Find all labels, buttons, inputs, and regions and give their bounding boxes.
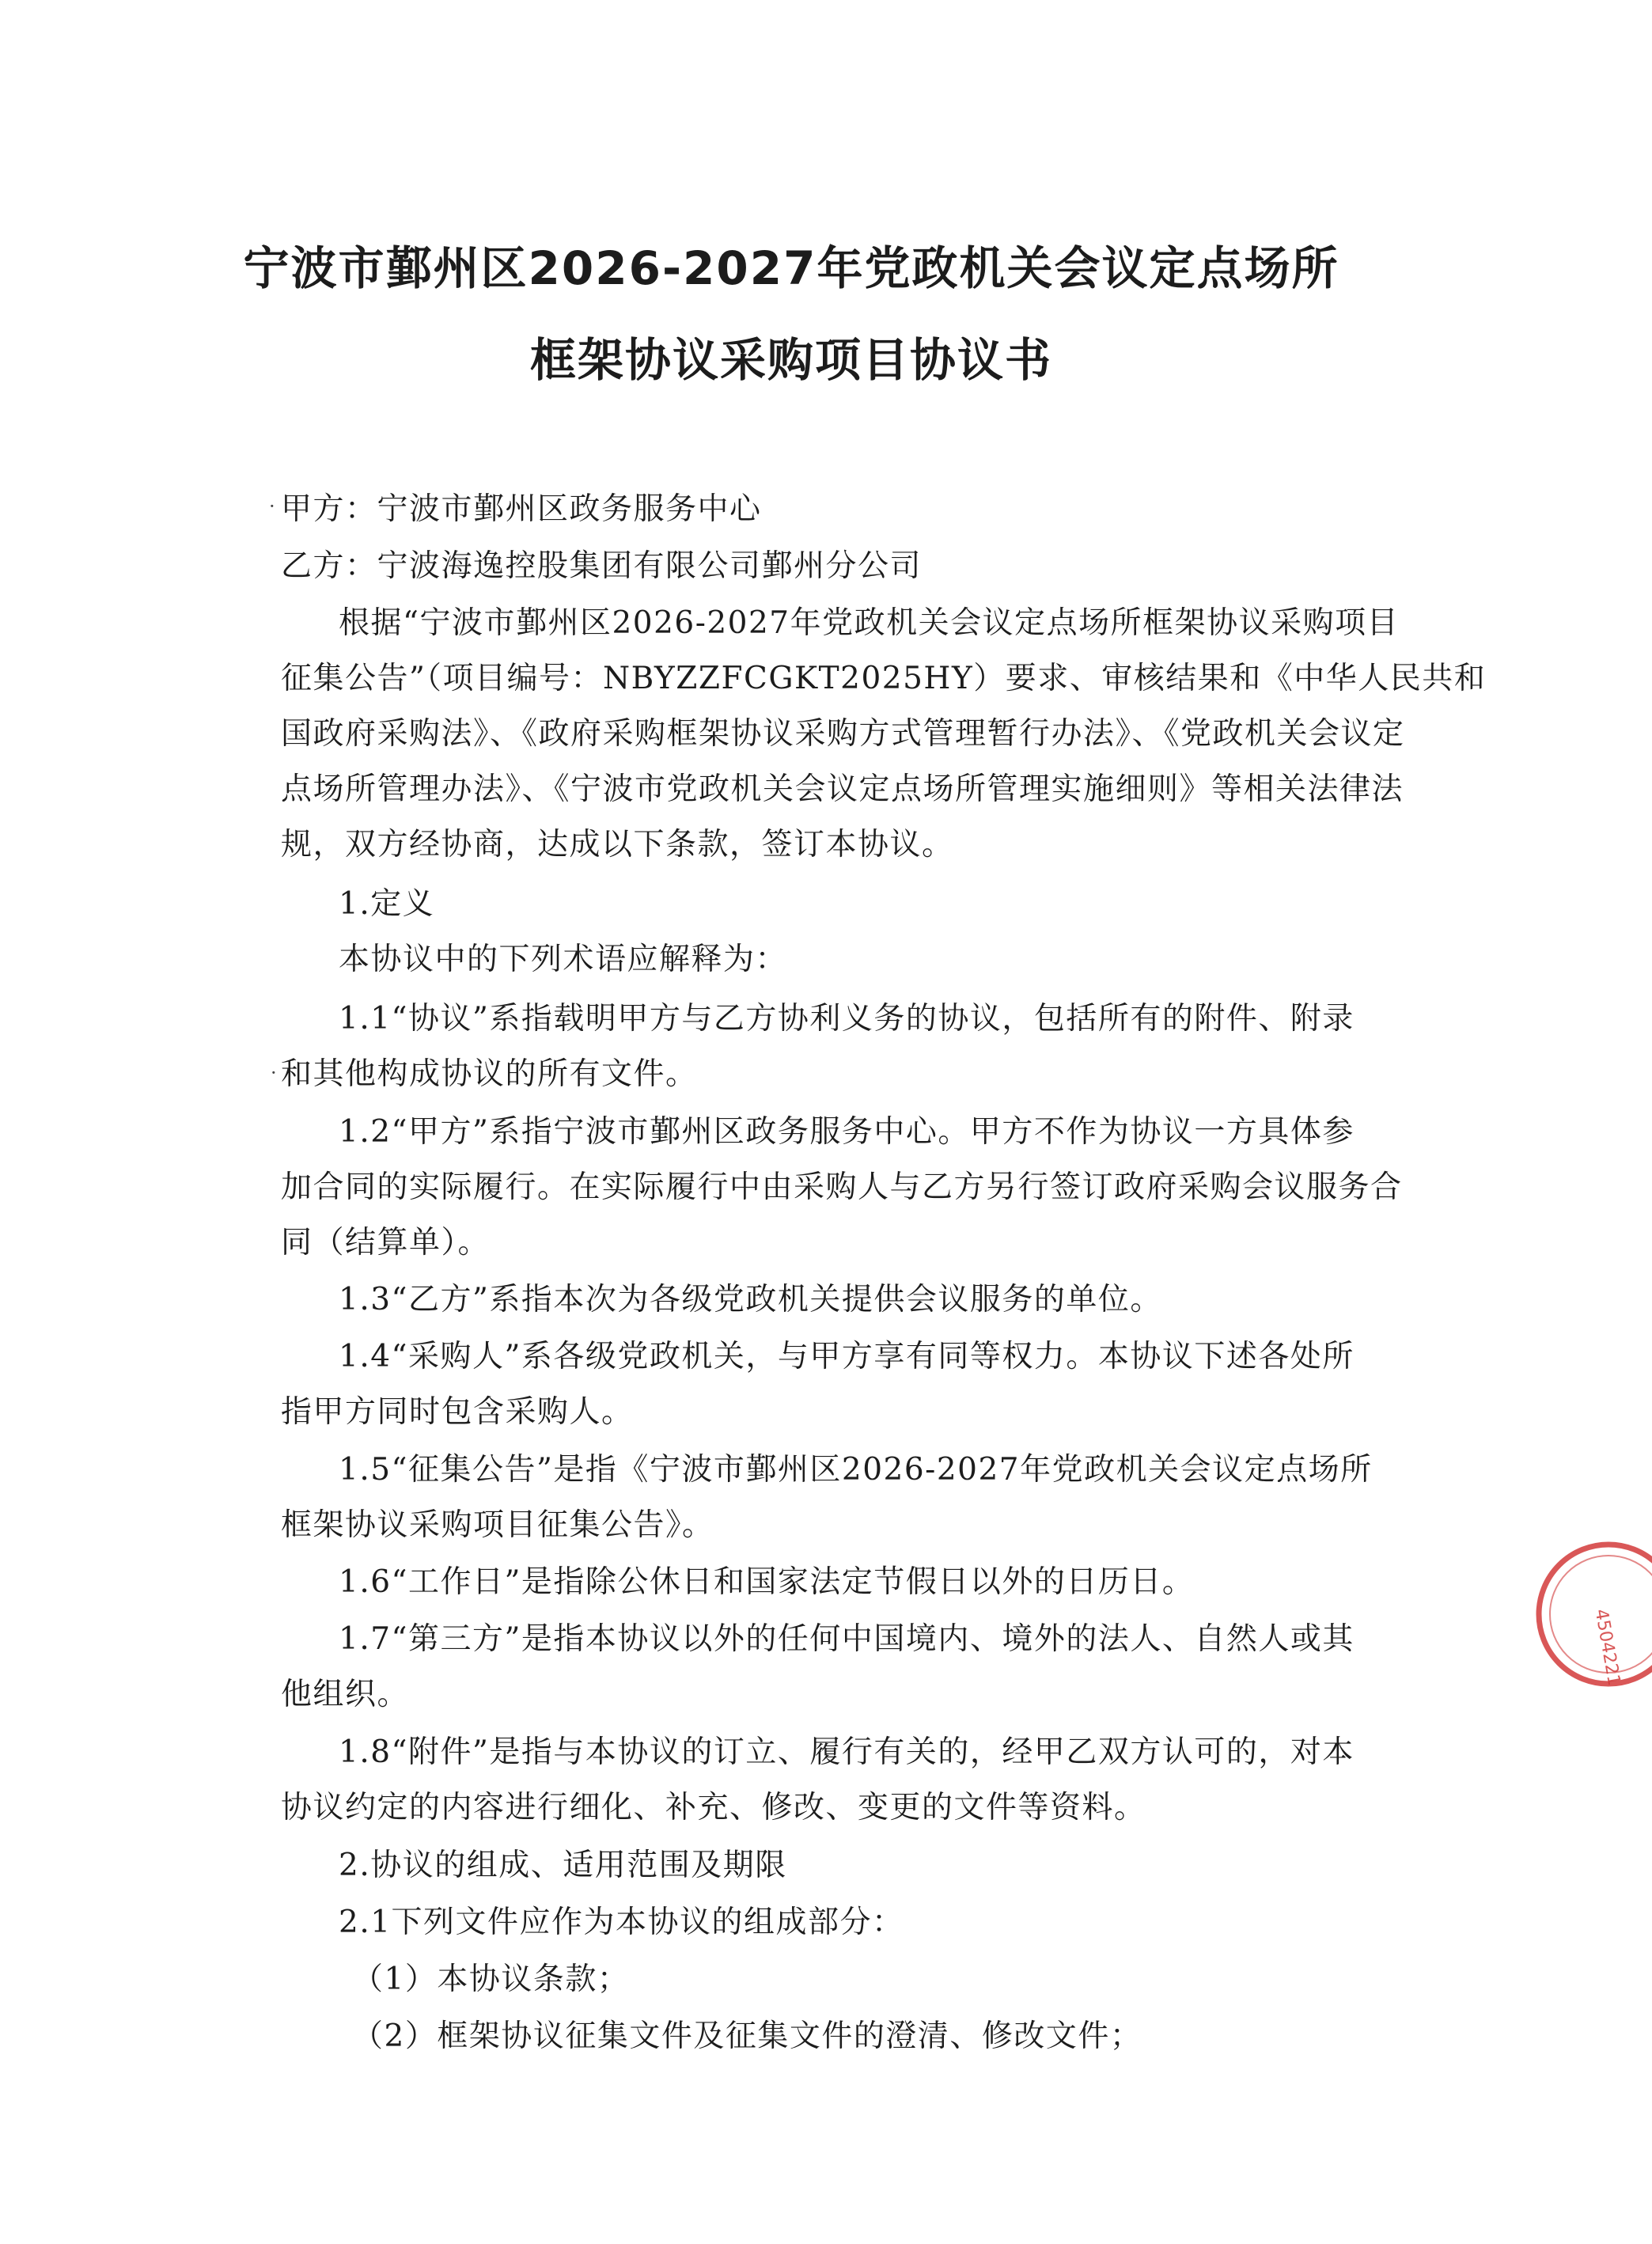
clause-line: 1.8“附件”是指与本协议的订立、履行有关的，经甲乙双方认可的，对本 [339, 1734, 1355, 1770]
list-item: （1）本协议条款； [352, 1962, 630, 1997]
clause-line: 1.3“乙方”系指本次为各级党政机关提供会议服务的单位。 [339, 1282, 1162, 1317]
paragraph-line: 国政府采购法》、《政府采购框架协议采购方式管理暂行办法》、《党政机关会议定 [281, 716, 1405, 752]
clause-line: 1.4“采购人”系各级党政机关，与甲方享有同等权力。本协议下述各处所 [339, 1339, 1355, 1374]
section-heading: 1.定义 [339, 886, 435, 922]
clause-line: 协议约定的内容进行细化、补充、修改、变更的文件等资料。 [281, 1790, 1146, 1825]
party-b: 乙方：宁波海逸控股集团有限公司鄞州分公司 [281, 548, 923, 584]
clause-line: 2.1下列文件应作为本协议的组成部分： [339, 1905, 904, 1940]
clause-line: 同（结算单）。 [281, 1225, 491, 1260]
clause-line: 加合同的实际履行。在实际履行中由采购人与乙方另行签订政府采购会议服务合 [281, 1169, 1403, 1205]
paragraph-line: 规，双方经协商，达成以下条款，签订本协议。 [281, 827, 954, 862]
clause-line: 框架协议采购项目征集公告》。 [281, 1507, 714, 1543]
clause-line: 1.7“第三方”是指本协议以外的任何中国境内、境外的法人、自然人或其 [339, 1621, 1355, 1657]
clause-line: 1.2“甲方”系指宁波市鄞州区政务服务中心。甲方不作为协议一方具体参 [339, 1114, 1355, 1150]
document-title-line-1: 宁波市鄞州区2026-2027年党政机关会议定点场所 [243, 241, 1339, 295]
clause-line: 他组织。 [281, 1677, 410, 1712]
clause-line: 1.6“工作日”是指除公休日和国家法定节假日以外的日历日。 [339, 1564, 1195, 1600]
clause-line: 1.1“协议”系指载明甲方与乙方协利义务的协议，包括所有的附件、附录 [339, 1001, 1355, 1037]
paragraph-line: 点场所管理办法》、《宁波市党政机关会议定点场所管理实施细则》等相关法律法 [281, 771, 1404, 807]
scan-speck: · [271, 1062, 277, 1084]
paragraph-line: 本协议中的下列术语应解释为： [339, 942, 788, 977]
scan-speck: · [269, 495, 275, 517]
section-heading: 2.协议的组成、适用范围及期限 [339, 1848, 787, 1883]
paragraph-line: 征集公告”（项目编号：NBYZZFCGKT2025HY）要求、审核结果和《中华人民共和 [281, 661, 1487, 696]
clause-line: 和其他构成协议的所有文件。 [281, 1056, 698, 1092]
party-a: 甲方：宁波市鄞州区政务服务中心 [281, 491, 762, 527]
clause-line: 指甲方同时包含采购人。 [281, 1394, 634, 1430]
document-title-line-2: 框架协议采购项目协议书 [529, 333, 1052, 387]
official-seal-stamp [1533, 1539, 1652, 1689]
clause-line: 1.5“征集公告”是指《宁波市鄞州区2026-2027年党政机关会议定点场所 [339, 1452, 1373, 1488]
paragraph-line: 根据“宁波市鄞州区2026-2027年党政机关会议定点场所框架协议采购项目 [339, 605, 1400, 641]
svg-text:4504221: 4504221 [1590, 1607, 1624, 1688]
list-item: （2）框架协议征集文件及征集文件的澄清、修改文件； [352, 2018, 1142, 2054]
